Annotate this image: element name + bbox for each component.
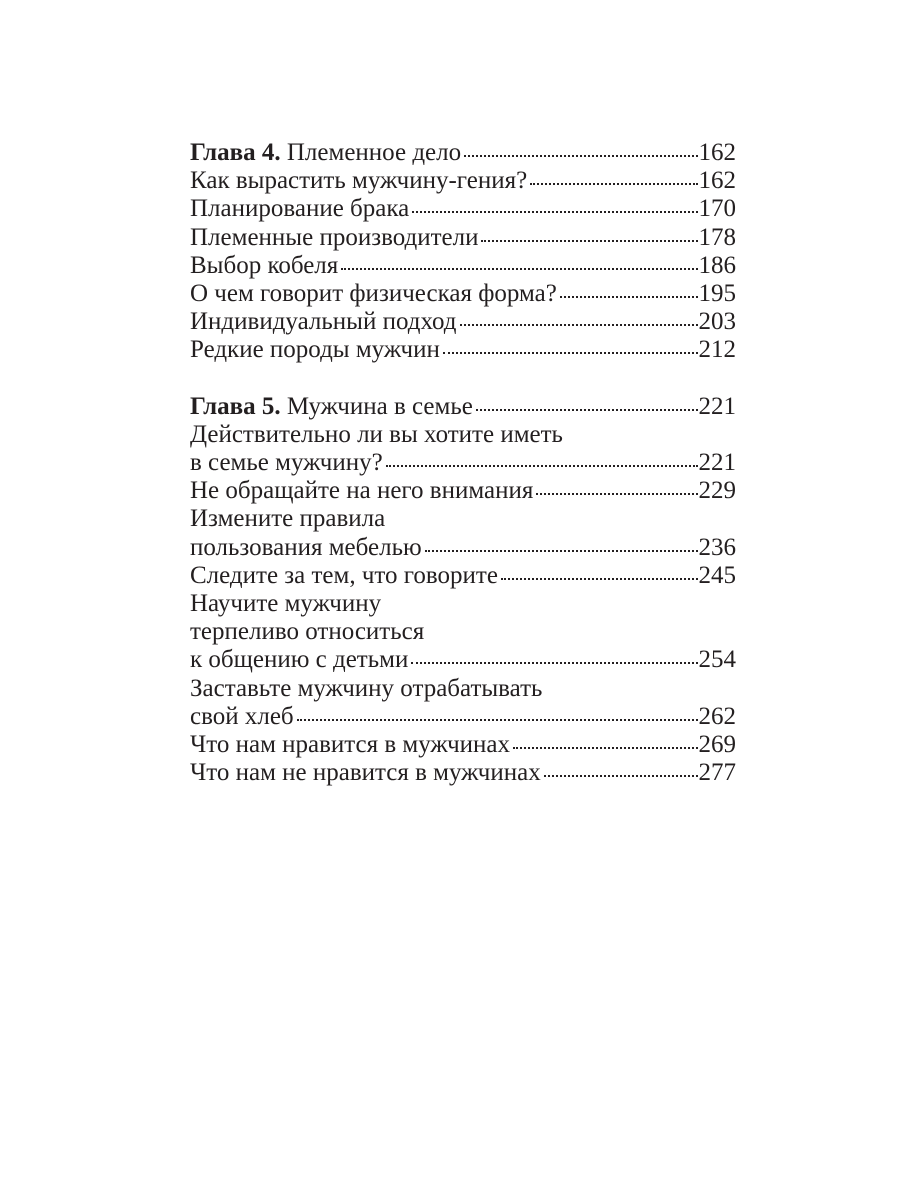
entry-title: О чем говорит физическая форма?	[190, 280, 557, 308]
page-number: 221	[698, 392, 736, 420]
dot-leader	[481, 239, 697, 242]
entry-title: Выбор кобеля	[190, 251, 339, 279]
entry-title: Не обращайте на него внимания	[190, 477, 534, 505]
page-number: 203	[698, 308, 736, 336]
entry-title: Что нам нравится в мужчинах	[190, 731, 510, 759]
chapter-label: Глава 4.	[190, 139, 281, 166]
entry-title: Индивидуальный подход	[190, 308, 457, 336]
entry-title: Что нам не нравится в мужчинах	[190, 759, 541, 787]
page-number: 195	[698, 280, 736, 308]
toc-entry	[190, 449, 736, 477]
dot-leader	[536, 492, 697, 495]
dot-leader	[501, 577, 698, 580]
toc-entry	[190, 477, 736, 505]
chapter-title: Глава 5. Мужчина в семье	[190, 392, 473, 420]
page-number: 236	[698, 533, 736, 561]
page-number: 277	[698, 759, 736, 787]
page-number: 162	[698, 167, 736, 195]
dot-leader	[544, 774, 698, 777]
toc-entry	[190, 224, 736, 252]
dot-leader	[560, 295, 698, 298]
entry-title: Следите за тем, что говорите	[190, 561, 498, 589]
toc-entry	[190, 280, 736, 308]
dot-leader	[443, 351, 698, 354]
toc-entry	[190, 534, 736, 562]
page-number: 269	[698, 731, 736, 759]
entry-title: в семье мужчину?	[190, 449, 383, 477]
toc-entry	[190, 759, 736, 787]
toc-entry	[190, 336, 736, 364]
chapter-4-section	[190, 139, 736, 365]
dot-leader	[476, 408, 698, 411]
chapter-title: Глава 4. Племенное дело	[190, 139, 462, 166]
entry-title-line: Действительно ли вы хотите иметь	[190, 420, 563, 448]
toc-entry	[190, 308, 736, 336]
page-number: 162	[698, 139, 736, 166]
dot-leader	[460, 323, 698, 326]
dot-leader	[341, 267, 697, 270]
page-number: 229	[698, 477, 736, 505]
entry-title: Планирование брака	[190, 195, 410, 223]
entry-title: Как вырастить мужчину-гения?	[190, 167, 528, 195]
entry-title: к общению с детьми	[190, 646, 409, 674]
entry-title-line: Научите мужчину	[190, 590, 382, 618]
page-number: 186	[698, 251, 736, 279]
chapter-heading	[190, 393, 736, 421]
page-number: 245	[698, 561, 736, 589]
toc-entry	[190, 252, 736, 280]
page-number: 254	[698, 646, 736, 674]
page-number: 170	[698, 195, 736, 223]
table-of-contents	[190, 139, 736, 815]
page-number: 262	[698, 702, 736, 730]
page-number: 221	[698, 449, 736, 477]
entry-title: Племенные производители	[190, 223, 479, 251]
chapter-heading	[190, 139, 736, 167]
chapter-5-section	[190, 393, 736, 788]
toc-entry	[190, 646, 736, 674]
toc-entry	[190, 731, 736, 759]
dot-leader	[297, 718, 698, 721]
entry-title-line: Измените правила	[190, 505, 386, 533]
entry-title: свой хлеб	[190, 702, 294, 730]
toc-entry	[190, 167, 736, 195]
page-number: 212	[698, 336, 736, 364]
entry-title: пользования мебелью	[190, 533, 422, 561]
entry-title: Редкие породы мужчин	[190, 336, 440, 364]
dot-leader	[530, 182, 697, 185]
dot-leader	[513, 746, 698, 749]
page-number: 178	[698, 223, 736, 251]
dot-leader	[411, 661, 697, 664]
chapter-label: Глава 5.	[190, 392, 281, 420]
toc-entry	[190, 562, 736, 590]
entry-title-line: Заставьте мужчину отрабатывать	[190, 674, 543, 702]
dot-leader	[386, 464, 698, 467]
dot-leader	[412, 210, 697, 213]
toc-entry	[190, 703, 736, 731]
toc-entry	[190, 195, 736, 223]
dot-leader	[425, 549, 698, 552]
entry-title-line: терпеливо относиться	[190, 618, 425, 646]
dot-leader	[464, 154, 697, 157]
